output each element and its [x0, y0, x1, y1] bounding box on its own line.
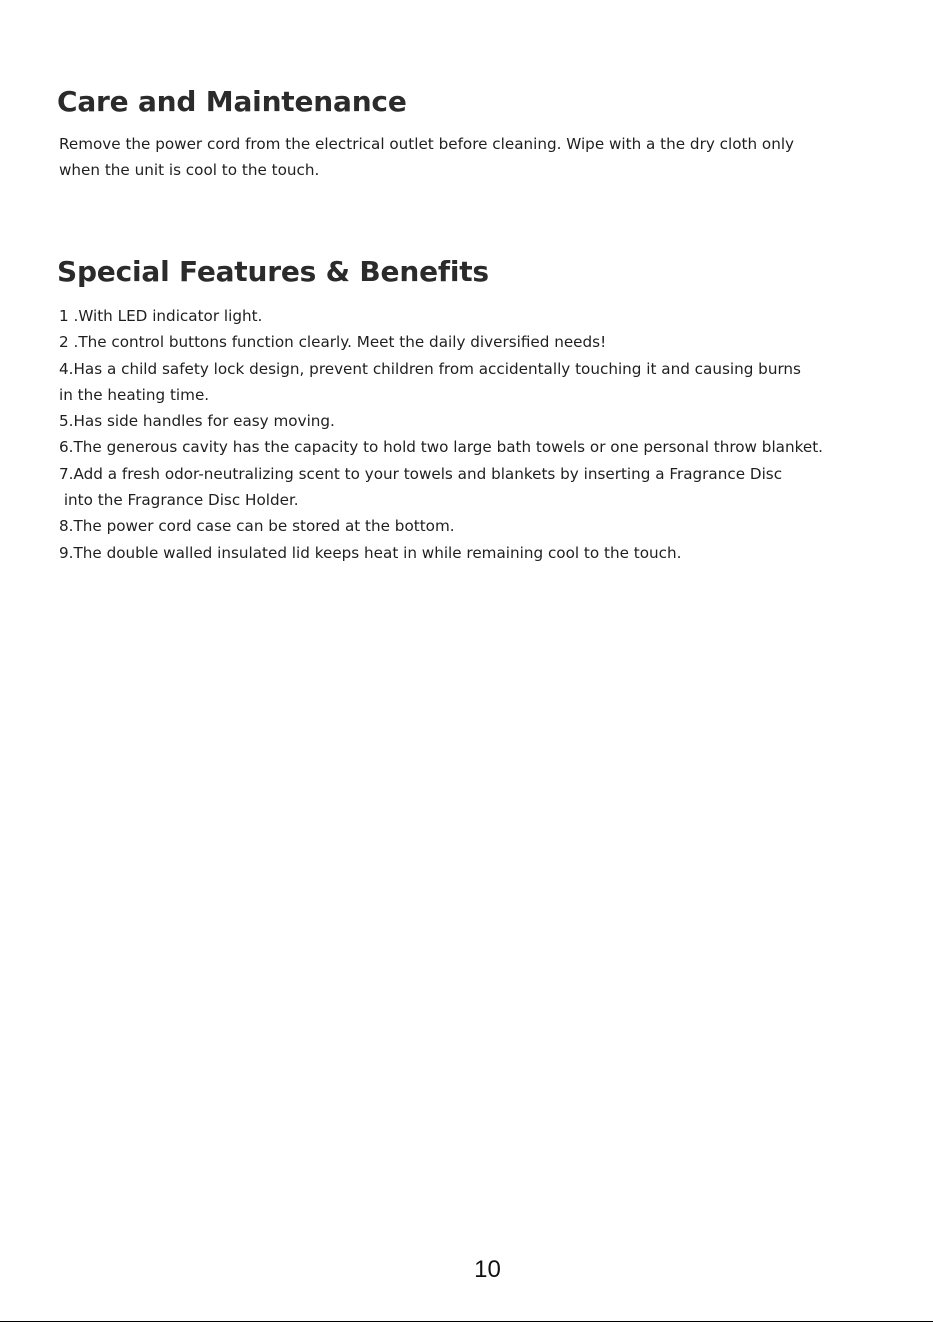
feature-line: into the Fragrance Disc Holder. — [59, 491, 299, 510]
special-features-heading: Special Features & Benefits — [57, 255, 489, 288]
features-list — [59, 303, 879, 566]
feature-line: 8.The power cord case can be stored at the bottom. — [59, 517, 455, 536]
feature-line: 7.Add a fresh odor-neutralizing scent to your towels and blankets by inserting a Fragrance Disc — [59, 464, 783, 483]
care-maintenance-text — [59, 131, 879, 184]
feature-line: in the heating time. — [59, 385, 210, 404]
feature-line: 6.The generous cavity has the capacity to hold two large bath towels or one personal throw blanket. — [59, 438, 823, 457]
care-line: Remove the power cord from the electrical outlet before cleaning. Wipe with a the dry cloth only — [59, 135, 795, 153]
page-number: 10 — [474, 1256, 501, 1283]
feature-line: 5.Has side handles for easy moving. — [59, 412, 335, 431]
feature-line: 1 .With LED indicator light. — [59, 307, 263, 325]
care-line: when the unit is cool to the touch. — [59, 161, 320, 180]
feature-line: 2 .The control buttons function clearly. Meet the daily diversified needs! — [59, 333, 607, 352]
feature-line: 9.The double walled insulated lid keeps heat in while remaining cool to the touch. — [59, 543, 682, 562]
feature-line: 4.Has a child safety lock design, prevent children from accidentally touching it and causing burns — [59, 359, 801, 378]
bottom-divider — [0, 1321, 933, 1322]
care-maintenance-heading: Care and Maintenance — [57, 85, 407, 118]
